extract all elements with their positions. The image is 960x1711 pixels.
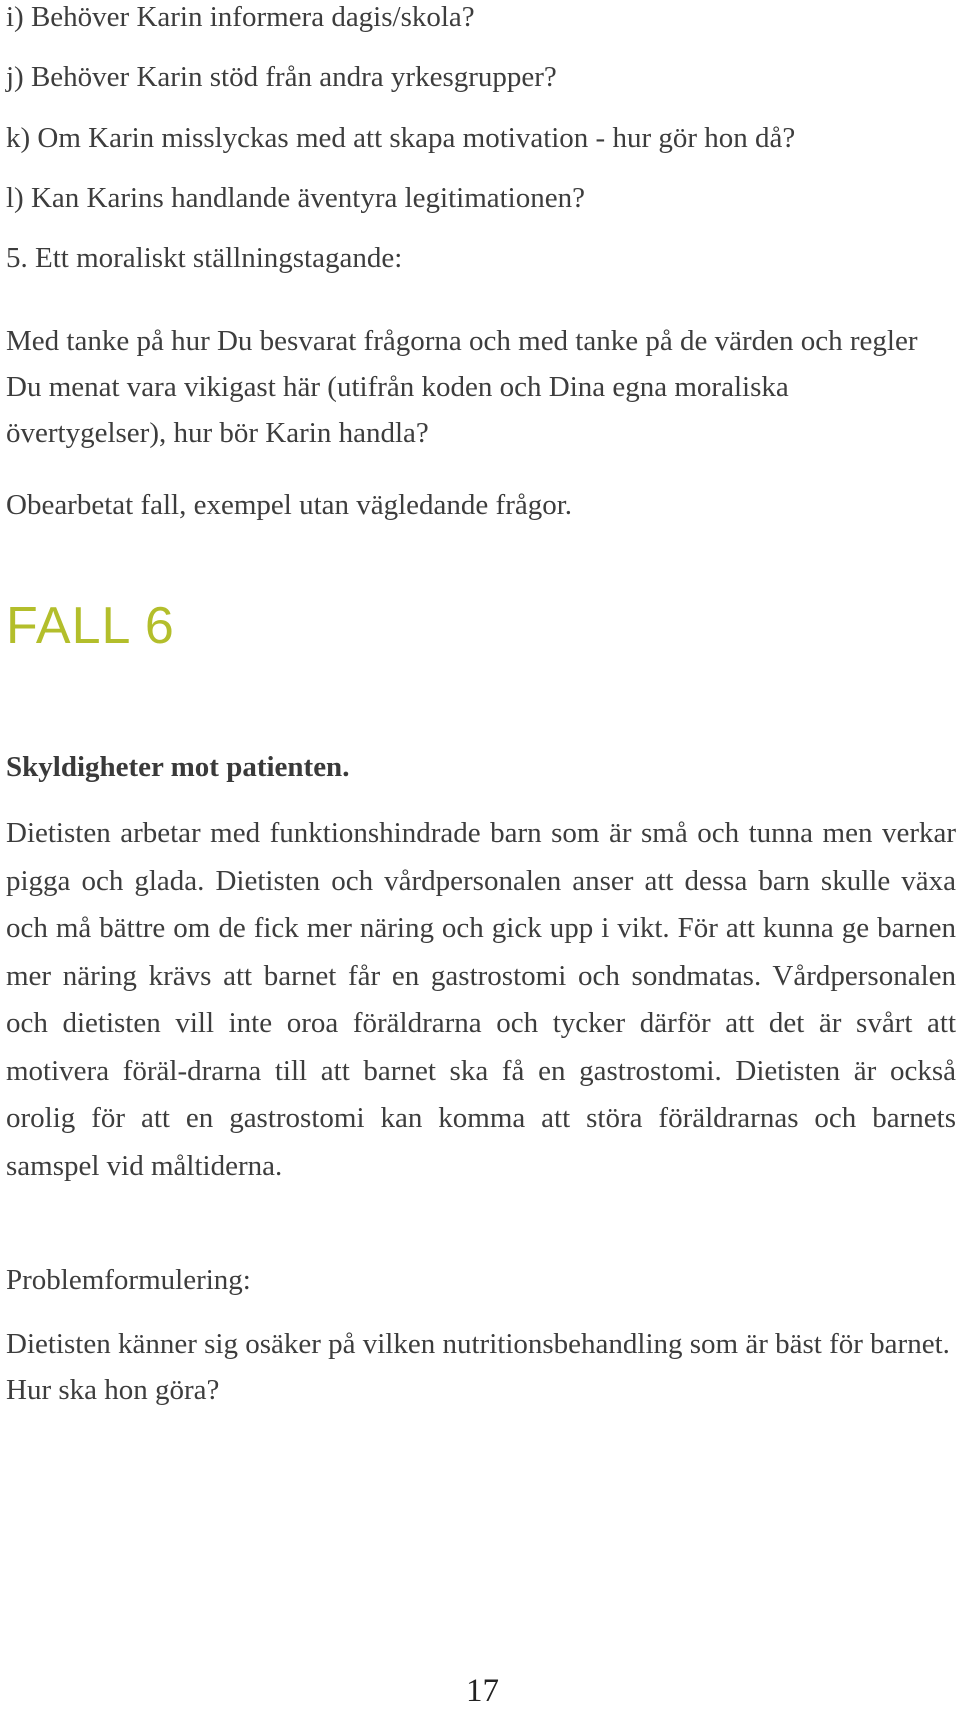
problem-text: Dietisten känner sig osäker på vilken nutritionsbehandling som är bäst för barnet. Hur ska hon göra? [6, 1328, 950, 1406]
case-title: FALL 6 [6, 597, 175, 655]
question-j: j) Behöver Karin stöd från andra yrkesgrupper? [6, 61, 557, 93]
unprocessed-case-note: Obearbetat fall, exempel utan vägledande frågor. [6, 489, 573, 521]
question-k: k) Om Karin misslyckas med att skapa motivation - hur gör hon då? [6, 122, 796, 154]
page-number: 17 [466, 1673, 499, 1709]
section-5-heading: 5. Ett moraliskt ställningstagande: [6, 242, 403, 274]
question-l: l) Kan Karins handlande äventyra legitimationen? [6, 182, 585, 214]
case-body: Dietisten arbetar med funktionshindrade barn som är små och tunna men verkar pigga och glada. Dietisten och vårdpersonalen anser att dessa barn skulle växa och må bättre om de fick mer näring och gick upp i vikt. För att kunna ge barnen mer näring krävs att barnet får en gastrostomi och sondmatas. Vårdpersonalen och dietisten vill inte oroa föräldrarna och tycker därför att det är svårt att motivera föräl-drarna till att barnet ska få en gastrostomi. Dietisten är också orolig för att en gastrostomi kan komma att störa föräldrarnas och barnets samspel vid måltiderna. [6, 817, 956, 1182]
question-i: i) Behöver Karin informera dagis/skola? [6, 1, 475, 33]
case-subtitle: Skyldigheter mot patienten. [6, 751, 350, 783]
section-5-body: Med tanke på hur Du besvarat frågorna och med tanke på de värden och regler Du menat vara vikigast här (utifrån koden och Dina egna moraliska övertygelser), hur bör Karin handla? [6, 325, 918, 449]
problem-label: Problemformulering: [6, 1264, 251, 1296]
